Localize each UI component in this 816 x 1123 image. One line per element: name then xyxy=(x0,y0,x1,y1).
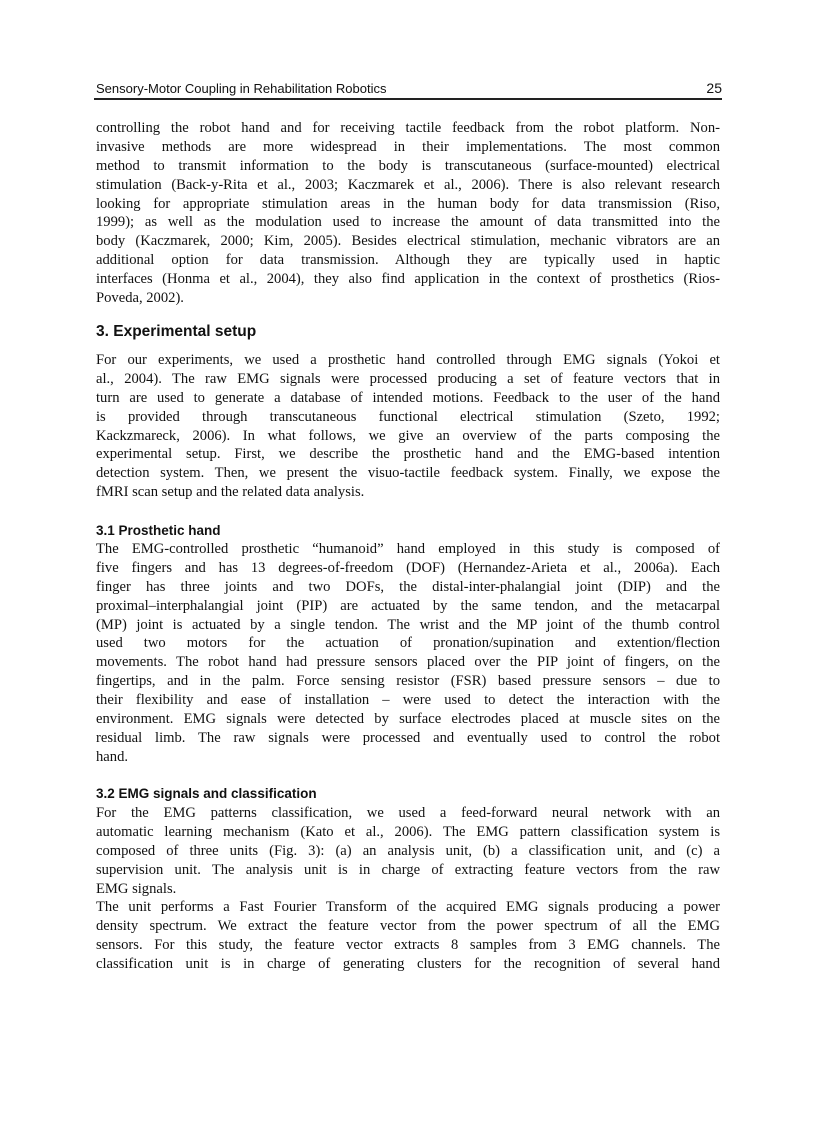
paragraph-prosthetic-hand xyxy=(96,540,720,767)
text-line: The EMG-controlled prosthetic “humanoid” hand employed in this study is composed of xyxy=(96,541,720,557)
text-line: (MP) joint is actuated by a single tendon. The wrist and the MP joint of the thumb control xyxy=(96,616,720,633)
text-line: fMRI scan setup and the related data analysis. xyxy=(96,484,365,501)
section-heading-3-2: 3.2 EMG signals and classification xyxy=(96,786,317,801)
paragraph-setup xyxy=(96,351,720,502)
text-line: residual limb. The raw signals were processed and eventually used to control the robot xyxy=(96,729,720,746)
page-number: 25 xyxy=(706,80,722,96)
text-line: automatic learning mechanism (Kato et al., 2006). The EMG pattern classification system is xyxy=(96,823,720,840)
text-line: stimulation (Back-y-Rita et al., 2003; Kaczmarek et al., 2006). There is also relevant research xyxy=(96,176,720,193)
text-line: interfaces (Honma et al., 2004), they also find application in the context of prosthetics (Rios- xyxy=(96,271,720,288)
text-line: movements. The robot hand had pressure sensors placed over the PIP joint of fingers, on the xyxy=(96,654,720,671)
text-line: density spectrum. We extract the feature vector from the power spectrum of all the EMG xyxy=(96,917,720,934)
text-line: fingertips, and in the palm. Force sensing resistor (FSR) based pressure sensors – due to xyxy=(96,673,720,690)
section-heading-3: 3. Experimental setup xyxy=(96,323,257,340)
text-line: The unit performs a Fast Fourier Transform of the acquired EMG signals producing a power xyxy=(96,899,720,915)
text-line: EMG signals. xyxy=(96,880,177,897)
running-title: Sensory-Motor Coupling in Rehabilitation Robotics xyxy=(96,81,387,96)
text-line: Poveda, 2002). xyxy=(96,290,184,307)
text-line: five fingers and has 13 degrees-of-freedom (DOF) (Hernandez-Arieta et al., 2006a). Each xyxy=(96,559,720,576)
text-line: al., 2004). The raw EMG signals were processed producing a set of feature vectors that in xyxy=(96,370,720,387)
header-rule xyxy=(94,98,722,100)
text-line: used two motors for the actuation of pronation/supination and extention/flection xyxy=(96,635,720,652)
text-line: composed of three units (Fig. 3): (a) an analysis unit, (b) a classification unit, and (c) a xyxy=(96,842,720,859)
text-line: invasive methods are more widespread in their implementations. The most common xyxy=(96,138,720,155)
text-line: body (Kaczmarek, 2000; Kim, 2005). Besides electrical stimulation, mechanic vibrators are an xyxy=(96,233,720,250)
text-line: detection system. Then, we present the visuo-tactile feedback system. Finally, we expose the xyxy=(96,465,720,482)
text-line: supervision unit. The analysis unit is in charge of extracting feature vectors from the raw xyxy=(96,861,720,878)
text-line: For the EMG patterns classification, we used a feed-forward neural network with an xyxy=(96,805,720,821)
text-line: looking for appropriate stimulation areas in the human body for data transmission (Riso, xyxy=(96,195,720,212)
text-line: For our experiments, we used a prosthetic hand controlled through EMG signals (Yokoi et xyxy=(96,352,720,368)
text-line: 1999); as well as the modulation used to increase the amount of data transmitted into the xyxy=(96,214,720,231)
text-line: Kackzmareck, 2006). In what follows, we give an overview of the parts composing the xyxy=(96,427,720,444)
text-line: environment. EMG signals were detected by surface electrodes placed at muscle sites on the xyxy=(96,711,720,728)
paragraph-fft xyxy=(96,898,720,974)
running-header xyxy=(96,80,722,98)
text-line: controlling the robot hand and for receiving tactile feedback from the robot platform. Non- xyxy=(96,120,720,136)
text-line: hand. xyxy=(96,748,129,765)
text-line: finger has three joints and two DOFs, the distal-inter-phalangial joint (DIP) and the xyxy=(96,578,720,595)
text-line: turn are used to generate a database of intended motions. Feedback to the user of the hand xyxy=(96,389,720,406)
text-line: additional option for data transmission. Although they are typically used in haptic xyxy=(96,252,720,269)
paragraph-emg-classification xyxy=(96,804,720,898)
section-heading-3-1: 3.1 Prosthetic hand xyxy=(96,523,221,538)
text-line: proximal–interphalangial joint (PIP) are actuated by the same tendon, and the metacarpal xyxy=(96,597,720,614)
text-line: method to transmit information to the body is transcutaneous (surface-mounted) electrical xyxy=(96,157,720,174)
text-line: classification unit is in charge of generating clusters for the recognition of several hand xyxy=(96,955,720,972)
text-line: their flexibility and ease of installation – were used to detect the interaction with the xyxy=(96,692,720,709)
text-line: is provided through transcutaneous functional electrical stimulation (Szeto, 1992; xyxy=(96,408,720,425)
text-line: sensors. For this study, the feature vector extracts 8 samples from 3 EMG channels. The xyxy=(96,936,720,953)
paragraph-intro xyxy=(96,119,720,308)
text-line: experimental setup. First, we describe the prosthetic hand and the EMG-based intention xyxy=(96,446,720,463)
